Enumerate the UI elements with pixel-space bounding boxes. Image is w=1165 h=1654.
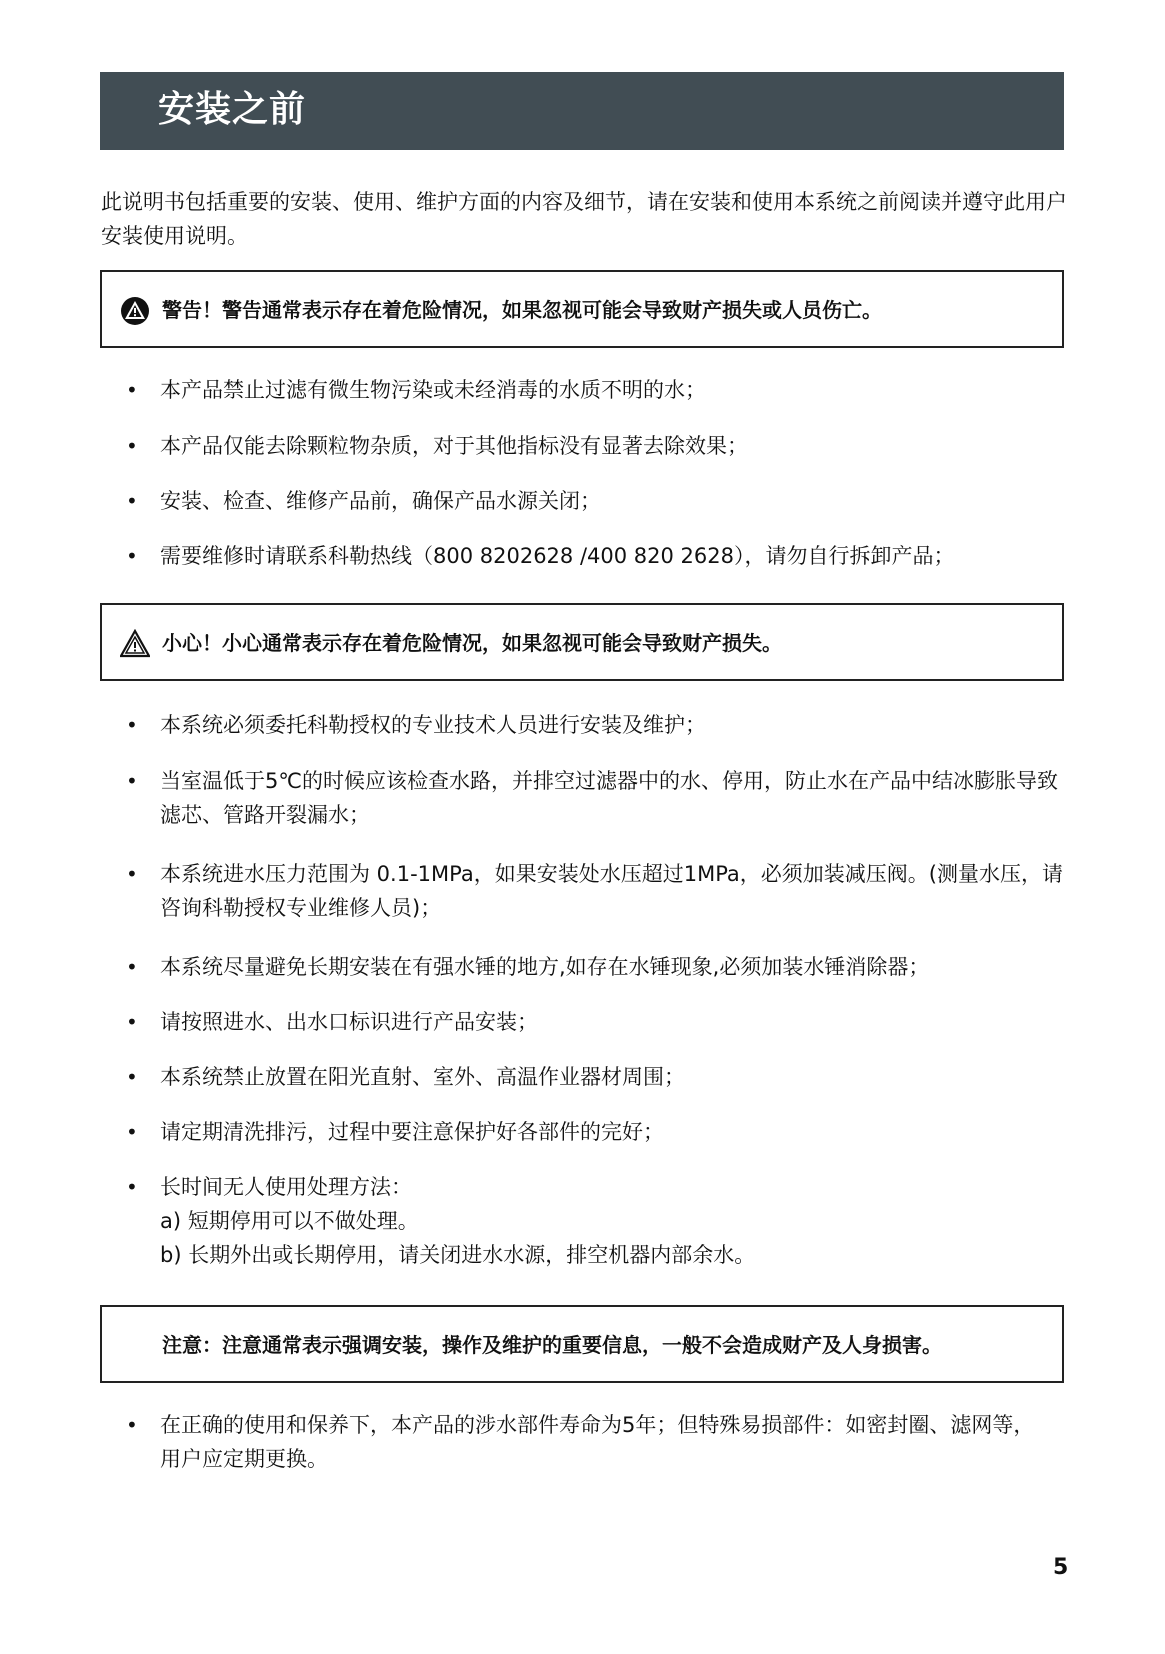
list-item: • 本系统尽量避免长期安装在有强水锤的地方,如存在水锤现象,必须加装水锤消除器； [128, 950, 1078, 984]
bullet-icon: • [126, 862, 138, 886]
list-item: • 本产品禁止过滤有微生物污染或未经消毒的水质不明的水； [128, 373, 1078, 407]
list-item: • 需要维修时请联系科勒热线（800 8202628 /400 820 2628），请勿自行拆卸产品； [128, 539, 1078, 573]
list-item: • 在正确的使用和保养下，本产品的涉水部件寿命为5年；但特殊易损部件：如密封圈、滤网等，用户应定期更换。 [128, 1408, 1078, 1476]
bullet-icon: • [126, 1065, 138, 1089]
notice-box [100, 1305, 1064, 1383]
bullet-icon: • [126, 489, 138, 513]
bullet-icon: • [126, 544, 138, 568]
list-item: • 本产品仅能去除颗粒物杂质，对于其他指标没有显著去除效果； [128, 429, 1078, 463]
bullet-icon: • [126, 713, 138, 737]
sub-item: a) 短期停用可以不做处理。 [160, 1209, 419, 1233]
caution-icon [120, 629, 150, 659]
list-item: • 本系统进水压力范围为 0.1-1MPa，如果安装处水压超过1MPa，必须加装减压阀。(测量水压，请咨询科勒授权专业维修人员)； [128, 857, 1078, 925]
list-item: • 长时间无人使用处理方法： a) 短期停用可以不做处理。 b) 长期外出或长期停用，请关闭进水水源，排空机器内部余水。 [128, 1170, 1078, 1272]
bullet-icon: • [126, 1120, 138, 1144]
page-number: 5 [1053, 1555, 1069, 1580]
section-header-bar [100, 72, 1064, 150]
notice-text: 注意：注意通常表示强调安装，操作及维护的重要信息，一般不会造成财产及人身损害。 [162, 1333, 942, 1357]
list-item: • 本系统必须委托科勒授权的专业技术人员进行安装及维护； [128, 708, 1078, 742]
warning-icon [120, 296, 150, 326]
warning-text: 警告！警告通常表示存在着危险情况，如果忽视可能会导致财产损失或人员伤亡。 [162, 298, 882, 322]
bullet-icon: • [126, 378, 138, 402]
list-item: • 请按照进水、出水口标识进行产品安装； [128, 1005, 1078, 1039]
list-item: • 安装、检查、维修产品前，确保产品水源关闭； [128, 484, 1078, 518]
bullet-icon: • [126, 769, 138, 793]
intro-paragraph: 此说明书包括重要的安装、使用、维护方面的内容及细节，请在安装和使用本系统之前阅读并遵守此用户安装使用说明。 [101, 190, 1067, 248]
sub-item: b) 长期外出或长期停用，请关闭进水水源，排空机器内部余水。 [160, 1243, 756, 1267]
bullet-icon: • [126, 1413, 138, 1437]
list-item: • 本系统禁止放置在阳光直射、室外、高温作业器材周围； [128, 1060, 1078, 1094]
section-title: 安装之前 [158, 89, 307, 130]
bullet-icon: • [126, 1010, 138, 1034]
list-item: • 当室温低于5℃的时候应该检查水路，并排空过滤器中的水、停用，防止水在产品中结冰膨胀导致滤芯、管路开裂漏水； [128, 764, 1078, 832]
caution-text: 小心！小心通常表示存在着危险情况，如果忽视可能会导致财产损失。 [162, 631, 782, 655]
bullet-icon: • [126, 955, 138, 979]
caution-box [100, 603, 1064, 681]
bullet-icon: • [126, 1175, 138, 1199]
warning-box [100, 270, 1064, 348]
list-item: • 请定期清洗排污，过程中要注意保护好各部件的完好； [128, 1115, 1078, 1149]
bullet-icon: • [126, 434, 138, 458]
